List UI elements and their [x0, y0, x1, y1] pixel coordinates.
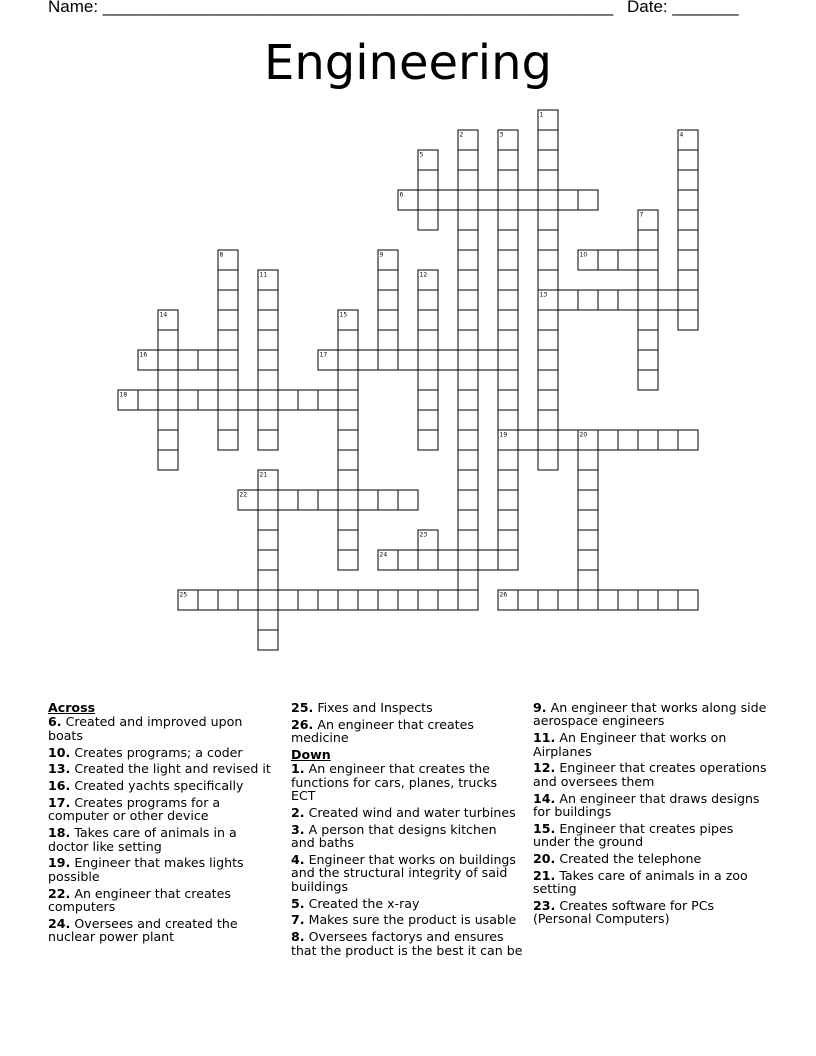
cell-number: 26: [499, 591, 508, 599]
grid-cell[interactable]: [558, 430, 578, 450]
grid-cell[interactable]: [578, 290, 598, 310]
clues-column-3: [533, 701, 771, 929]
grid-cell[interactable]: [498, 390, 518, 410]
clue-down-7: 7. Makes sure the product is usable: [291, 912, 517, 928]
grid-cell[interactable]: [218, 370, 238, 390]
grid-cell[interactable]: [258, 630, 278, 650]
grid-cell[interactable]: [338, 450, 358, 470]
grid-cell[interactable]: [638, 230, 658, 250]
grid-cell[interactable]: [258, 530, 278, 550]
grid-cell[interactable]: [538, 210, 558, 230]
grid-cell[interactable]: [498, 170, 518, 190]
grid-cell[interactable]: [538, 590, 558, 610]
clue-down-15: 15. Engineer that creates pipes under the ground: [533, 820, 734, 850]
cell-number: 9: [379, 251, 384, 259]
grid-cell[interactable]: [258, 330, 278, 350]
grid-cell[interactable]: [218, 290, 238, 310]
grid-cell[interactable]: [258, 410, 278, 430]
cell-number: 22: [239, 491, 248, 499]
cell-number: 7: [639, 211, 644, 219]
grid-cell[interactable]: [678, 430, 698, 450]
grid-cell[interactable]: [418, 330, 438, 350]
grid-cell[interactable]: [338, 330, 358, 350]
clue-down-8: 8. Oversees factorys and ensures that the product is the best it can be: [291, 929, 523, 958]
grid-cell[interactable]: [498, 530, 518, 550]
grid-cell[interactable]: [518, 590, 538, 610]
grid-cell[interactable]: [418, 410, 438, 430]
grid-cell[interactable]: [678, 310, 698, 330]
grid-cell[interactable]: [418, 390, 438, 410]
grid-cell[interactable]: [218, 430, 238, 450]
grid-cell[interactable]: [458, 290, 478, 310]
cell-number: 4: [679, 131, 684, 139]
grid-cell[interactable]: [258, 590, 278, 610]
grid-cell[interactable]: [158, 390, 178, 410]
grid-cell[interactable]: [538, 150, 558, 170]
across-heading: Across: [48, 700, 96, 715]
clue-down-14: 14. An engineer that draws designs for buildings: [533, 790, 760, 820]
grid-cell[interactable]: [318, 390, 338, 410]
grid-cell[interactable]: [638, 290, 658, 310]
grid-cell[interactable]: [498, 290, 518, 310]
clue-across-18: 18. Takes care of animals in a doctor like setting: [48, 825, 237, 854]
grid-cell[interactable]: [158, 430, 178, 450]
grid-cell[interactable]: [458, 410, 478, 430]
grid-cell[interactable]: [158, 370, 178, 390]
grid-cell[interactable]: [338, 430, 358, 450]
cell-number: 12: [419, 271, 428, 279]
grid-cell[interactable]: [418, 370, 438, 390]
grid-cell[interactable]: [458, 490, 478, 510]
grid-cell[interactable]: [418, 310, 438, 330]
clue-down-21: 21. Takes care of animals in a zoo setting: [533, 867, 748, 897]
grid-cell[interactable]: [638, 370, 658, 390]
grid-cell[interactable]: [278, 490, 298, 510]
grid-cell[interactable]: [498, 490, 518, 510]
grid-cell[interactable]: [158, 350, 178, 370]
grid-cell[interactable]: [418, 190, 438, 210]
grid-cell[interactable]: [678, 230, 698, 250]
grid-cell[interactable]: [198, 350, 218, 370]
grid-cell[interactable]: [498, 370, 518, 390]
clue-across-24: 24. Oversees and created the nuclear power plant: [48, 915, 238, 945]
clue-across-17: 17. Creates programs for a computer or other device: [48, 795, 221, 824]
grid-cell[interactable]: [578, 450, 598, 470]
grid-cell[interactable]: [678, 210, 698, 230]
clue-down-23: 23. Creates software for PCs (Personal Computers): [533, 898, 715, 927]
grid-cell[interactable]: [378, 330, 398, 350]
grid-cell[interactable]: [258, 490, 278, 510]
cell-number: 17: [319, 351, 328, 359]
grid-cell[interactable]: [378, 490, 398, 510]
grid-cell[interactable]: [458, 510, 478, 530]
grid-cell[interactable]: [258, 350, 278, 370]
grid-cell[interactable]: [218, 350, 238, 370]
grid-cell[interactable]: [298, 590, 318, 610]
cell-number: 6: [399, 191, 404, 199]
clue-down-5: 5. Created the x-ray: [291, 895, 420, 911]
grid-cell[interactable]: [138, 390, 158, 410]
grid-cell[interactable]: [418, 430, 438, 450]
name-field[interactable]: Name: ______________________________________________________: [48, 0, 614, 16]
grid-cell[interactable]: [518, 430, 538, 450]
clue-down-12: 12. Engineer that creates operations and oversees them: [533, 760, 767, 789]
grid-cell[interactable]: [458, 390, 478, 410]
clues-column-2: [291, 701, 523, 960]
grid-cell[interactable]: [398, 350, 418, 370]
grid-cell[interactable]: [458, 170, 478, 190]
grid-cell[interactable]: [618, 250, 638, 270]
grid-cell[interactable]: [538, 350, 558, 370]
clue-across-10: 10. Creates programs; a coder: [48, 744, 243, 760]
grid-cell[interactable]: [458, 270, 478, 290]
grid-cell[interactable]: [498, 350, 518, 370]
grid-cell[interactable]: [598, 290, 618, 310]
grid-cell[interactable]: [378, 290, 398, 310]
cell-number: 24: [379, 551, 388, 559]
clues-column-1: [48, 701, 280, 947]
grid-cell[interactable]: [498, 270, 518, 290]
grid-cell[interactable]: [538, 230, 558, 250]
cell-number: 10: [579, 251, 588, 259]
grid-cell[interactable]: [418, 590, 438, 610]
grid-cell[interactable]: [538, 270, 558, 290]
grid-cell[interactable]: [258, 550, 278, 570]
grid-cell[interactable]: [438, 550, 458, 570]
grid-cell[interactable]: [678, 250, 698, 270]
cell-number: 1: [539, 111, 544, 119]
puzzle-title: Engineering: [264, 35, 552, 91]
clue-across-16: 16. Created yachts specifically: [48, 778, 244, 794]
grid-cell[interactable]: [638, 250, 658, 270]
grid-cell[interactable]: [638, 270, 658, 290]
grid-cell[interactable]: [318, 590, 338, 610]
grid-cell[interactable]: [458, 470, 478, 490]
grid-cell[interactable]: [218, 390, 238, 410]
grid-cell[interactable]: [538, 410, 558, 430]
grid-cell[interactable]: [618, 430, 638, 450]
grid-cell[interactable]: [378, 310, 398, 330]
grid-cell[interactable]: [638, 590, 658, 610]
grid-cell[interactable]: [398, 590, 418, 610]
grid-cell[interactable]: [338, 350, 358, 370]
grid-cell[interactable]: [498, 450, 518, 470]
clue-down-9: 9. An engineer that works along side aerospace engineers: [533, 700, 767, 729]
grid-cell[interactable]: [578, 550, 598, 570]
grid-cell[interactable]: [578, 470, 598, 490]
grid-cell[interactable]: [458, 250, 478, 270]
clue-down-2: 2. Created wind and water turbines: [291, 805, 516, 821]
grid-cell[interactable]: [478, 550, 498, 570]
grid-cell[interactable]: [578, 510, 598, 530]
grid-cell[interactable]: [618, 590, 638, 610]
grid-cell[interactable]: [578, 530, 598, 550]
grid-cell[interactable]: [398, 550, 418, 570]
grid-cell[interactable]: [478, 190, 498, 210]
grid-cell[interactable]: [398, 490, 418, 510]
grid-cell[interactable]: [258, 370, 278, 390]
clue-down-3: 3. A person that designs kitchen and baths: [291, 821, 497, 851]
grid-cell[interactable]: [498, 330, 518, 350]
grid-cell[interactable]: [658, 290, 678, 310]
grid-cell[interactable]: [598, 250, 618, 270]
clue-down-1: 1. An engineer that creates the functions for cars, planes, trucks ECT: [291, 761, 498, 804]
grid-cell[interactable]: [538, 430, 558, 450]
grid-cell[interactable]: [498, 470, 518, 490]
grid-cell[interactable]: [258, 430, 278, 450]
grid-cell[interactable]: [218, 590, 238, 610]
clue-down-4: 4. Engineer that works on buildings and the structural integrity of said buildings: [291, 852, 516, 894]
grid-cell[interactable]: [258, 390, 278, 410]
grid-cell[interactable]: [578, 570, 598, 590]
grid-cell[interactable]: [378, 350, 398, 370]
grid-cell[interactable]: [218, 270, 238, 290]
grid-cell[interactable]: [458, 210, 478, 230]
grid-cell[interactable]: [678, 190, 698, 210]
grid-cell[interactable]: [678, 150, 698, 170]
cell-number: 11: [259, 271, 268, 279]
cell-number: 19: [499, 431, 508, 439]
grid-cell[interactable]: [338, 590, 358, 610]
grid-cell[interactable]: [598, 430, 618, 450]
grid-cell[interactable]: [278, 390, 298, 410]
grid-cell[interactable]: [338, 470, 358, 490]
grid-cell[interactable]: [498, 550, 518, 570]
grid-cell[interactable]: [258, 310, 278, 330]
cell-number: 13: [539, 291, 548, 299]
grid-cell[interactable]: [278, 590, 298, 610]
grid-cell[interactable]: [498, 150, 518, 170]
grid-cell[interactable]: [458, 370, 478, 390]
grid-cell[interactable]: [198, 390, 218, 410]
grid-cell[interactable]: [358, 490, 378, 510]
grid-cell[interactable]: [338, 550, 358, 570]
grid-cell[interactable]: [458, 570, 478, 590]
grid-cell[interactable]: [458, 330, 478, 350]
grid-cell[interactable]: [158, 330, 178, 350]
grid-cell[interactable]: [418, 210, 438, 230]
grid-cell[interactable]: [638, 430, 658, 450]
grid-cell[interactable]: [338, 370, 358, 390]
grid-cell[interactable]: [258, 290, 278, 310]
grid-cell[interactable]: [578, 190, 598, 210]
grid-cell[interactable]: [538, 310, 558, 330]
cell-number: 3: [499, 131, 504, 139]
grid-cell[interactable]: [338, 390, 358, 410]
grid-cell[interactable]: [358, 590, 378, 610]
grid-cell[interactable]: [538, 250, 558, 270]
grid-cell[interactable]: [638, 330, 658, 350]
grid-cell[interactable]: [238, 590, 258, 610]
cell-number: 8: [219, 251, 224, 259]
grid-cell[interactable]: [198, 590, 218, 610]
grid-cell[interactable]: [498, 410, 518, 430]
grid-cell[interactable]: [178, 350, 198, 370]
grid-cell[interactable]: [538, 330, 558, 350]
grid-cell[interactable]: [678, 290, 698, 310]
grid-cell[interactable]: [638, 350, 658, 370]
grid-cell[interactable]: [458, 550, 478, 570]
grid-cell[interactable]: [338, 530, 358, 550]
grid-cell[interactable]: [458, 310, 478, 330]
grid-cell[interactable]: [458, 590, 478, 610]
clue-across-19: 19. Engineer that makes lights possible: [48, 855, 244, 884]
grid-cell[interactable]: [458, 150, 478, 170]
grid-cell[interactable]: [358, 350, 378, 370]
grid-cell[interactable]: [518, 190, 538, 210]
grid-cell[interactable]: [498, 250, 518, 270]
cell-number: 20: [579, 431, 588, 439]
grid-cell[interactable]: [498, 510, 518, 530]
grid-cell[interactable]: [418, 170, 438, 190]
grid-cell[interactable]: [538, 130, 558, 150]
grid-cell[interactable]: [538, 370, 558, 390]
grid-cell[interactable]: [558, 190, 578, 210]
grid-cell[interactable]: [558, 290, 578, 310]
down-heading: Down: [291, 747, 331, 762]
grid-cell[interactable]: [418, 290, 438, 310]
grid-cell[interactable]: [578, 590, 598, 610]
grid-cell[interactable]: [538, 190, 558, 210]
clue-down-11: 11. An Engineer that works on Airplanes: [533, 730, 727, 759]
grid-cell[interactable]: [538, 390, 558, 410]
grid-cell[interactable]: [338, 510, 358, 530]
cell-number: 23: [419, 531, 428, 539]
grid-cell[interactable]: [618, 290, 638, 310]
grid-cell[interactable]: [458, 190, 478, 210]
grid-cell[interactable]: [258, 610, 278, 630]
cell-number: 21: [259, 471, 268, 479]
grid-cell[interactable]: [438, 350, 458, 370]
cell-number: 5: [419, 151, 424, 159]
clue-across-22: 22. An engineer that creates computers: [48, 885, 231, 915]
grid-cell[interactable]: [498, 190, 518, 210]
grid-cell[interactable]: [538, 450, 558, 470]
grid-cell[interactable]: [458, 430, 478, 450]
clue-across-25: 25. Fixes and Inspects: [291, 700, 433, 715]
clue-down-20: 20. Created the telephone: [533, 851, 702, 867]
grid-cell[interactable]: [678, 590, 698, 610]
cell-number: 16: [139, 351, 148, 359]
cell-number: 25: [179, 591, 188, 599]
grid-cell[interactable]: [458, 450, 478, 470]
clue-across-13: 13. Created the light and revised it: [48, 761, 271, 777]
grid-cell[interactable]: [298, 390, 318, 410]
date-field[interactable]: Date: _______: [627, 0, 739, 16]
grid-cell[interactable]: [418, 550, 438, 570]
cell-number: 18: [119, 391, 128, 399]
grid-cell[interactable]: [158, 450, 178, 470]
grid-cell[interactable]: [338, 410, 358, 430]
grid-cell[interactable]: [638, 310, 658, 330]
grid-cell[interactable]: [218, 310, 238, 330]
grid-cell[interactable]: [438, 590, 458, 610]
grid-cell[interactable]: [158, 410, 178, 430]
grid-cell[interactable]: [478, 350, 498, 370]
grid-cell[interactable]: [678, 170, 698, 190]
grid-cell[interactable]: [318, 490, 338, 510]
grid-cell[interactable]: [458, 530, 478, 550]
grid-cell[interactable]: [298, 490, 318, 510]
grid-cell[interactable]: [498, 230, 518, 250]
grid-cell[interactable]: [258, 510, 278, 530]
grid-cell[interactable]: [258, 570, 278, 590]
clue-across-6: 6. Created and improved upon boats: [48, 714, 243, 743]
grid-cell[interactable]: [558, 590, 578, 610]
grid-cell[interactable]: [338, 490, 358, 510]
grid-cell[interactable]: [218, 330, 238, 350]
grid-cell[interactable]: [498, 310, 518, 330]
cell-number: 15: [339, 311, 348, 319]
grid-cell[interactable]: [218, 410, 238, 430]
grid-cell[interactable]: [578, 490, 598, 510]
grid-cell[interactable]: [678, 270, 698, 290]
grid-cell[interactable]: [458, 350, 478, 370]
grid-cell[interactable]: [178, 390, 198, 410]
grid-cell[interactable]: [538, 170, 558, 190]
grid-cell[interactable]: [498, 210, 518, 230]
grid-cell[interactable]: [658, 590, 678, 610]
grid-cell[interactable]: [378, 270, 398, 290]
grid-cell[interactable]: [598, 590, 618, 610]
grid-cell[interactable]: [378, 590, 398, 610]
grid-cell[interactable]: [438, 190, 458, 210]
cell-number: 14: [159, 311, 168, 319]
grid-cell[interactable]: [418, 350, 438, 370]
grid-cell[interactable]: [658, 430, 678, 450]
cell-number: 2: [459, 131, 464, 139]
clue-across-26: 26. An engineer that creates medicine: [291, 716, 474, 746]
grid-cell[interactable]: [458, 230, 478, 250]
grid-cell[interactable]: [238, 390, 258, 410]
